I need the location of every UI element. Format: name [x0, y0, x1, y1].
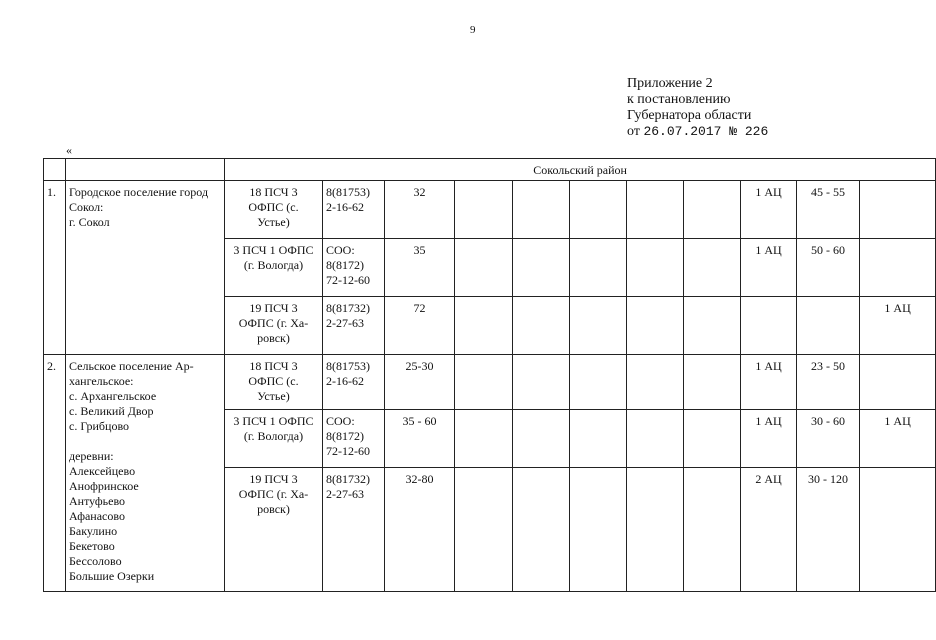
- phone: 8(81732) 2-27-63: [323, 297, 385, 355]
- arrival-time: 25-30: [385, 355, 455, 410]
- fire-unit: 19 ПСЧ 3 ОФПС (г. Ха- ровск): [225, 297, 323, 355]
- cell: [570, 468, 627, 592]
- cell: [513, 181, 570, 239]
- cell: [684, 181, 741, 239]
- vehicle-count: 2 АЦ: [741, 468, 797, 592]
- phone: 8(81753) 2-16-62: [323, 181, 385, 239]
- cell: [513, 468, 570, 592]
- table-row: [44, 181, 936, 239]
- fire-unit: 3 ПСЧ 1 ОФПС (г. Вологда): [225, 410, 323, 468]
- cell: [455, 355, 513, 410]
- settlement-name: Сельское поселение Ар- хангельское: с. Архангельское с. Великий Двор с. Грибцово деревни: Алексейцево Анофринское Антуфьево Афанасово Бакулино Бекетово Бессолово Большие Озерки: [66, 355, 225, 592]
- arrival-time: 35 - 60: [385, 410, 455, 468]
- appendix-header: [627, 76, 768, 140]
- cell: [860, 181, 936, 239]
- vehicle-count: 1 АЦ: [741, 181, 797, 239]
- phone: 8(81753) 2-16-62: [323, 355, 385, 410]
- cell: [684, 355, 741, 410]
- time-range: [797, 297, 860, 355]
- cell: [627, 181, 684, 239]
- time-range: 50 - 60: [797, 239, 860, 297]
- cell: [513, 297, 570, 355]
- cell: [627, 355, 684, 410]
- fire-unit: 19 ПСЧ 3 ОФПС (г. Ха- ровск): [225, 468, 323, 592]
- appendix-line-3: Губернатора области: [627, 108, 752, 123]
- appendix-date-prefix: от: [627, 124, 640, 139]
- cell: [627, 239, 684, 297]
- settlement-number: 2.: [44, 355, 66, 592]
- arrival-time: 32-80: [385, 468, 455, 592]
- vehicle-count: 1 АЦ: [741, 410, 797, 468]
- cell: [455, 297, 513, 355]
- arrival-time: 35: [385, 239, 455, 297]
- appendix-date-number: 26.07.2017 № 226: [643, 124, 769, 139]
- vehicle-count-extra: 1 АЦ: [860, 410, 936, 468]
- cell: [684, 468, 741, 592]
- cell: [684, 239, 741, 297]
- vehicle-count: 1 АЦ: [741, 239, 797, 297]
- time-range: 23 - 50: [797, 355, 860, 410]
- arrival-time: 32: [385, 181, 455, 239]
- cell: [860, 468, 936, 592]
- fire-unit: 3 ПСЧ 1 ОФПС (г. Вологда): [225, 239, 323, 297]
- cell: [455, 468, 513, 592]
- cell: [455, 239, 513, 297]
- vehicle-count: [741, 297, 797, 355]
- appendix-line-4: [627, 124, 768, 140]
- vehicle-count: 1 АЦ: [741, 355, 797, 410]
- cell: [513, 239, 570, 297]
- cell: [570, 181, 627, 239]
- time-range: 30 - 120: [797, 468, 860, 592]
- cell: [513, 355, 570, 410]
- settlement-name: Городское поселение город Сокол: г. Сокол: [66, 181, 225, 355]
- cell: [860, 239, 936, 297]
- cell: [455, 181, 513, 239]
- page-number: 9: [470, 24, 476, 36]
- cell: [627, 297, 684, 355]
- cell: [684, 297, 741, 355]
- cell: [570, 355, 627, 410]
- fire-service-table: [43, 158, 936, 592]
- phone: СОО: 8(8172) 72-12-60: [323, 410, 385, 468]
- district-header: Сокольский район: [225, 159, 936, 181]
- settlement-number: 1.: [44, 181, 66, 355]
- appendix-line-1: Приложение 2: [627, 76, 713, 91]
- cell: [570, 239, 627, 297]
- cell: [513, 410, 570, 468]
- cell: [627, 410, 684, 468]
- phone: 8(81732) 2-27-63: [323, 468, 385, 592]
- time-range: 45 - 55: [797, 181, 860, 239]
- cell: [684, 410, 741, 468]
- cell: [455, 410, 513, 468]
- table-row: [44, 355, 936, 410]
- cell: [570, 297, 627, 355]
- opening-quote: «: [66, 143, 72, 157]
- fire-unit: 18 ПСЧ 3 ОФПС (с. Устье): [225, 181, 323, 239]
- time-range: 30 - 60: [797, 410, 860, 468]
- phone: СОО: 8(8172) 72-12-60: [323, 239, 385, 297]
- cell: [627, 468, 684, 592]
- arrival-time: 72: [385, 297, 455, 355]
- fire-unit: 18 ПСЧ 3 ОФПС (с. Устье): [225, 355, 323, 410]
- cell: [570, 410, 627, 468]
- cell: 1 АЦ: [860, 297, 936, 355]
- appendix-line-2: к постановлению: [627, 92, 731, 107]
- cell: [860, 355, 936, 410]
